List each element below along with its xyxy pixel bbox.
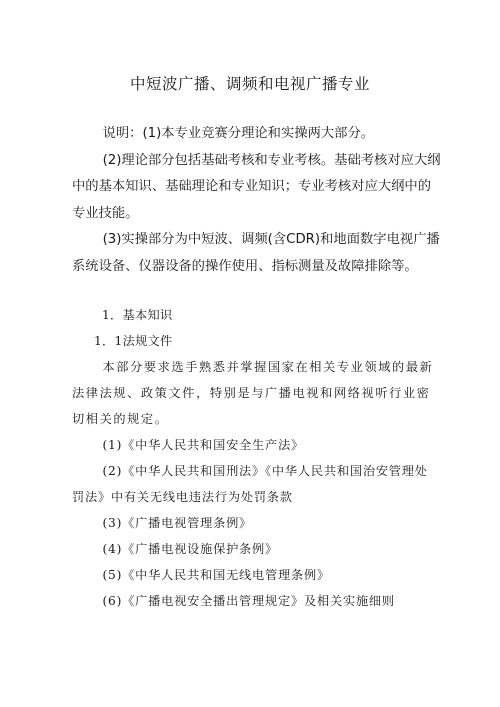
list-item: (5)《中华人民共和国无线电管理条例》: [102, 568, 330, 582]
intro-paragraph: 说明：(1)本专业竞赛分理论和实操两大部分。: [102, 126, 375, 141]
section-paragraph: 本部分要求选手熟悉并掌握国家在相关专业领域的最新法律法规、政策文件，特别是与广播电视和网络视听行业密切相关的规定。: [72, 360, 434, 426]
section-heading: 1．基本知识: [102, 308, 173, 322]
subsection-heading: 1．1法规文件: [94, 334, 173, 348]
intro-paragraph: (2)理论部分包括基础考核和专业考核。基础考核对应大纲中的基本知识、基础理论和专业知识；专业考核对应大纲中的专业技能。: [72, 152, 441, 221]
list-item: (2)《中华人民共和国刑法》《中华人民共和国治安管理处罚法》中有关无线电违法行为处罚条款: [72, 464, 428, 504]
list-item: (4)《广播电视设施保护条例》: [102, 542, 279, 556]
list-item: (3)《广播电视管理条例》: [102, 516, 253, 530]
list-item: (6)《广播电视安全播出管理规定》及相关实施细则: [102, 594, 395, 608]
intro-paragraph: (3)实操部分为中短波、调频(含CDR)和地面数字电视广播系统设备、仪器设备的操作使用、指标测量及故障排除等。: [72, 232, 440, 274]
body-section: [72, 302, 434, 614]
intro-section: [72, 121, 444, 280]
page-title: 中短波广播、调频和电视广播专业: [129, 75, 370, 93]
list-item: (1)《中华人民共和国安全生产法》: [102, 438, 304, 452]
